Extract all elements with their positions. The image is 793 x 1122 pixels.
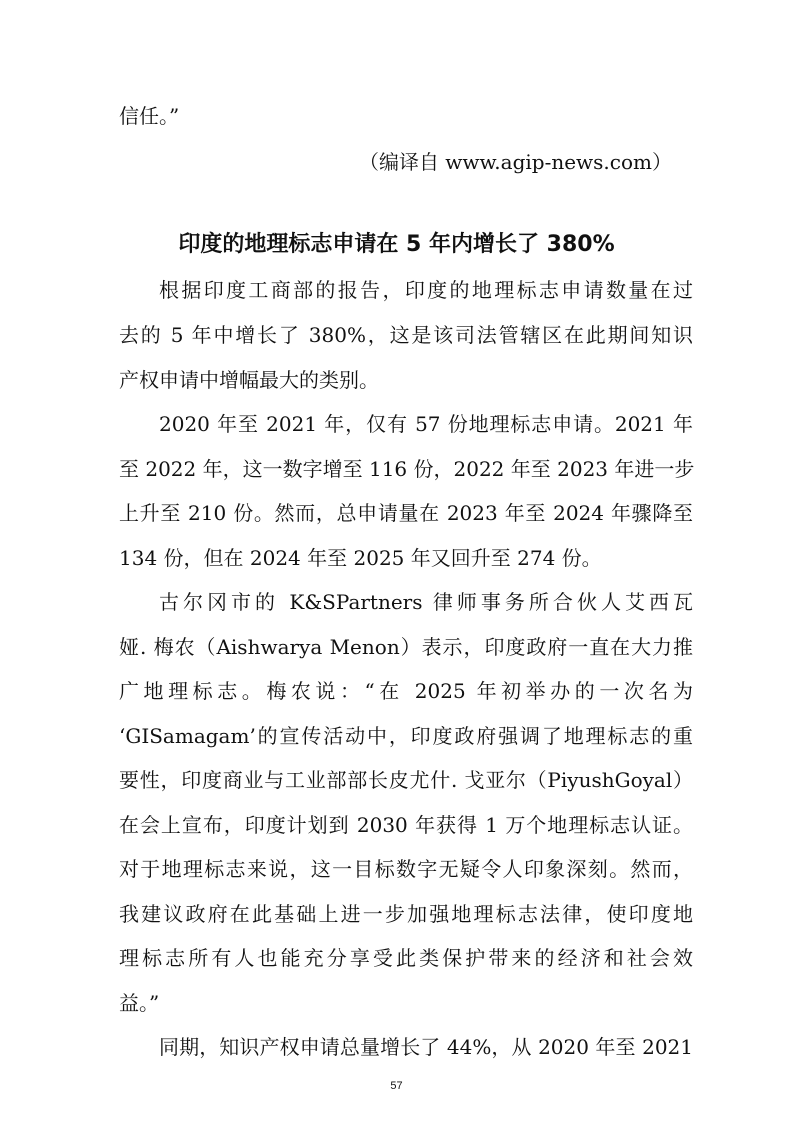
text-line: 上升至 210 份。然而，总申请量在 2023 年至 2024 年骤降至 bbox=[119, 501, 693, 525]
text-line: ‘GISamagam’的宣传活动中，印度政府强调了地理标志的重 bbox=[119, 724, 693, 748]
source-citation: （编译自 www.agip-news.com） bbox=[358, 150, 672, 174]
text-line-closing-quote: 信任。” bbox=[119, 104, 180, 128]
text-line: 要性，印度商业与工业部部长皮尤什. 戈亚尔（PiyushGoyal） bbox=[119, 768, 693, 792]
text-line: 同期，知识产权申请总量增长了 44%，从 2020 年至 2021 bbox=[159, 1035, 693, 1059]
text-line: 理标志所有人也能充分享受此类保护带来的经济和社会效 bbox=[119, 946, 693, 970]
text-line: 去的 5 年中增长了 380%，这是该司法管辖区在此期间知识 bbox=[119, 323, 693, 347]
page-number: 57 bbox=[390, 1080, 403, 1092]
text-line: 娅. 梅农（Aishwarya Menon）表示，印度政府一直在大力推 bbox=[119, 635, 693, 659]
text-line: 在会上宣布，印度计划到 2030 年获得 1 万个地理标志认证。 bbox=[119, 813, 693, 837]
text-line: 对于地理标志来说，这一目标数字无疑令人印象深刻。然而， bbox=[119, 857, 693, 881]
text-line: 134 份，但在 2024 年至 2025 年又回升至 274 份。 bbox=[119, 546, 602, 570]
text-line: 至 2022 年，这一数字增至 116 份，2022 年至 2023 年进一步 bbox=[119, 457, 695, 481]
text-line: 根据印度工商部的报告，印度的地理标志申请数量在过 bbox=[159, 278, 693, 302]
text-line: 我建议政府在此基础上进一步加强地理标志法律，使印度地 bbox=[119, 902, 693, 926]
text-line: 产权申请中增幅最大的类别。 bbox=[119, 368, 379, 392]
text-line: 益。” bbox=[119, 991, 160, 1015]
text-line: 古尔冈市的 K&SPartners 律师事务所合伙人艾西瓦 bbox=[159, 590, 693, 614]
text-line: 广地理标志。梅农说：“在 2025 年初举办的一次名为 bbox=[119, 679, 693, 703]
text-line: 2020 年至 2021 年，仅有 57 份地理标志申请。2021 年 bbox=[159, 412, 693, 436]
article-title: 印度的地理标志申请在 5 年内增长了 380% bbox=[178, 232, 615, 257]
